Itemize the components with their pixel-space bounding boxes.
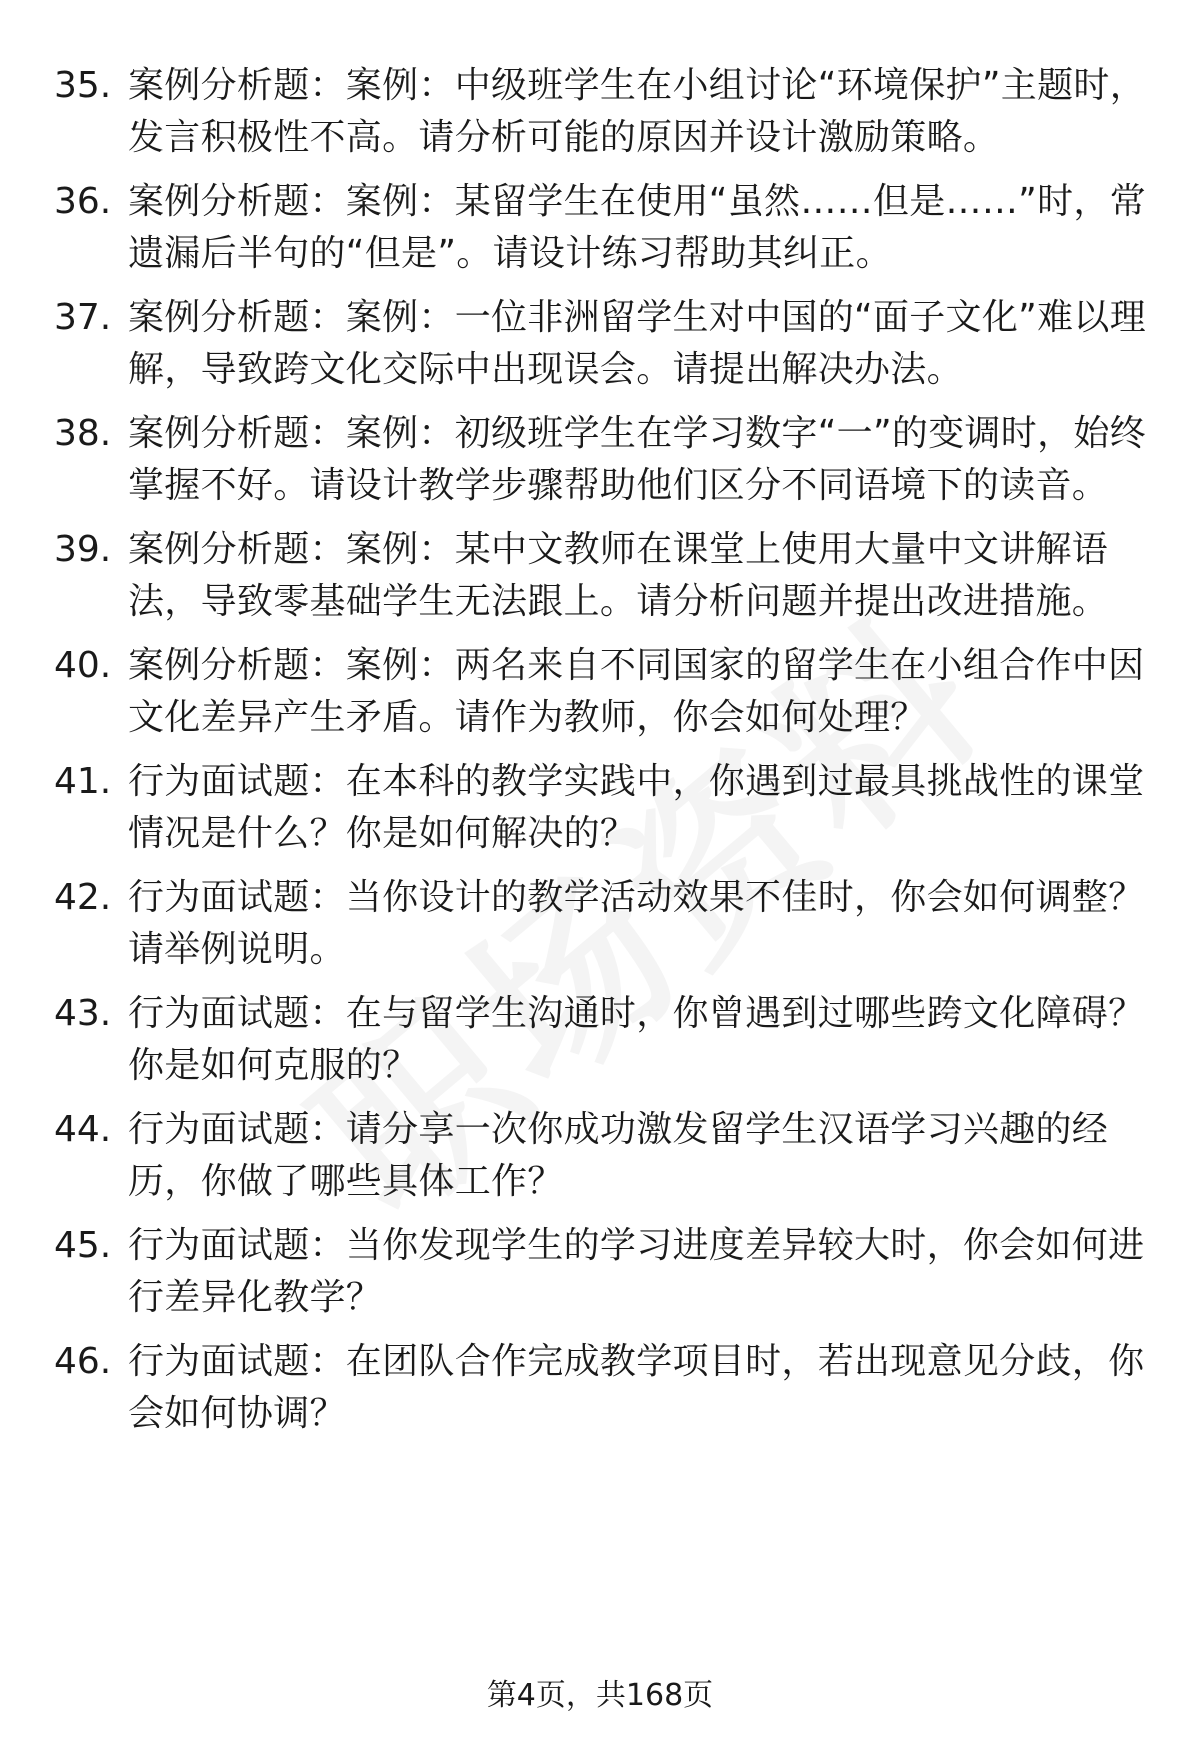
page-footer: 第4页，共168页 bbox=[486, 1678, 714, 1713]
question-text: 案例分析题：案例：两名来自不同国家的留学生在小组合作中因文化差异产生矛盾。请作为教师，你会如何处理？ bbox=[128, 645, 1145, 738]
question-number: 39. bbox=[54, 529, 112, 570]
question-number: 46. bbox=[54, 1341, 112, 1382]
question-item bbox=[0, 1336, 1200, 1476]
question-number: 41. bbox=[54, 761, 112, 802]
question-text: 行为面试题：在与留学生沟通时，你曾遇到过哪些跨文化障碍？你是如何克服的？ bbox=[128, 993, 1145, 1086]
question-text: 行为面试题：在团队合作完成教学项目时，若出现意见分歧，你会如何协调？ bbox=[128, 1341, 1145, 1434]
question-number: 45. bbox=[54, 1225, 112, 1266]
question-number: 36. bbox=[54, 181, 112, 222]
question-number: 43. bbox=[54, 993, 112, 1034]
question-text: 案例分析题：案例：一位非洲留学生对中国的“面子文化”难以理解，导致跨文化交际中出现误会。请提出解决办法。 bbox=[128, 297, 1147, 390]
question-text: 案例分析题：案例：某留学生在使用“虽然……但是……”时，常遗漏后半句的“但是”。请设计练习帮助其纠正。 bbox=[128, 181, 1147, 274]
question-number: 38. bbox=[54, 413, 112, 454]
question-number: 35. bbox=[54, 65, 112, 106]
question-number: 44. bbox=[54, 1109, 112, 1150]
question-text: 行为面试题：请分享一次你成功激发留学生汉语学习兴趣的经历，你做了哪些具体工作？ bbox=[128, 1109, 1109, 1202]
question-text: 行为面试题：在本科的教学实践中，你遇到过最具挑战性的课堂情况是什么？你是如何解决的？ bbox=[128, 761, 1145, 854]
question-text: 案例分析题：案例：初级班学生在学习数字“一”的变调时，始终掌握不好。请设计教学步骤帮助他们区分不同语境下的读音。 bbox=[128, 413, 1147, 506]
question-text: 行为面试题：当你设计的教学活动效果不佳时，你会如何调整？请举例说明。 bbox=[128, 877, 1145, 970]
question-number: 40. bbox=[54, 645, 112, 686]
question-text: 案例分析题：案例：某中文教师在课堂上使用大量中文讲解语法，导致零基础学生无法跟上。请分析问题并提出改进措施。 bbox=[128, 529, 1109, 622]
question-number: 37. bbox=[54, 297, 112, 338]
question-text: 案例分析题：案例：中级班学生在小组讨论“环境保护”主题时，发言积极性不高。请分析可能的原因并设计激励策略。 bbox=[128, 65, 1147, 158]
question-number: 42. bbox=[54, 877, 112, 918]
question-text: 行为面试题：当你发现学生的学习进度差异较大时，你会如何进行差异化教学？ bbox=[128, 1225, 1145, 1318]
